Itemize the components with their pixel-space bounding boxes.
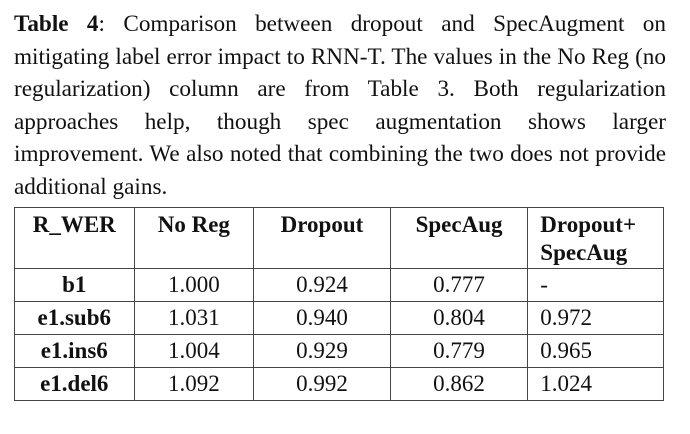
table-row — [15, 368, 664, 401]
cell-noreg: 1.092 — [134, 368, 254, 401]
header-row — [15, 208, 664, 269]
row-label: e1.del6 — [15, 368, 135, 401]
table-row — [15, 269, 664, 302]
cell-noreg: 1.004 — [134, 335, 254, 368]
cell-dropout: 0.924 — [254, 269, 391, 302]
cell-dropout-specaug: - — [528, 269, 664, 302]
caption-text: : Comparison between dropout and SpecAugment on mitigating label error impact to RNN-T. The values in the No Reg (no regularization) column are from Table 3. Both regularization approaches help, though spec augmentation shows larger improvement. We also noted that combining the two does not provide additional gains. — [14, 11, 666, 200]
cell-dropout: 0.992 — [254, 368, 391, 401]
header-dropout: Dropout — [254, 208, 391, 269]
cell-dropout-specaug: 0.972 — [528, 302, 664, 335]
caption-label: Table 4 — [14, 11, 99, 37]
row-label: e1.ins6 — [15, 335, 135, 368]
row-label: b1 — [15, 269, 135, 302]
header-rwer: R_WER — [15, 208, 135, 269]
row-label: e1.sub6 — [15, 302, 135, 335]
table-caption — [14, 8, 666, 203]
header-noreg: No Reg — [134, 208, 254, 269]
cell-specaug: 0.862 — [390, 368, 528, 401]
cell-dropout: 0.929 — [254, 335, 391, 368]
header-dropout-specaug: Dropout+ SpecAug — [528, 208, 664, 269]
cell-dropout-specaug: 0.965 — [528, 335, 664, 368]
cell-noreg: 1.031 — [134, 302, 254, 335]
cell-specaug: 0.804 — [390, 302, 528, 335]
cell-specaug: 0.779 — [390, 335, 528, 368]
results-table — [14, 207, 664, 401]
table-row — [15, 335, 664, 368]
cell-dropout-specaug: 1.024 — [528, 368, 664, 401]
cell-specaug: 0.777 — [390, 269, 528, 302]
cell-noreg: 1.000 — [134, 269, 254, 302]
table-row — [15, 302, 664, 335]
cell-dropout: 0.940 — [254, 302, 391, 335]
header-specaug: SpecAug — [390, 208, 528, 269]
